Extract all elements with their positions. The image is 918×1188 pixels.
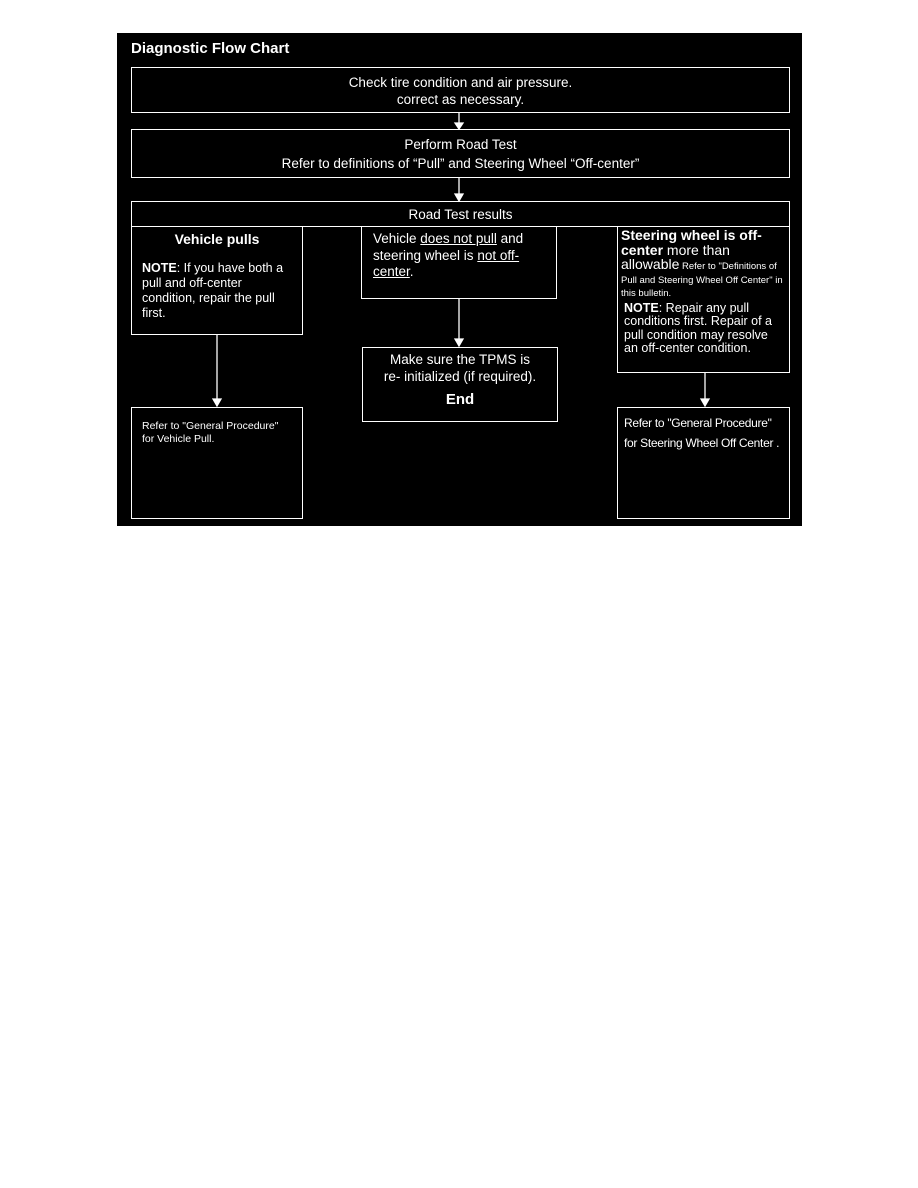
off-center-note-label: NOTE <box>624 300 659 315</box>
vehicle-pulls-note-text: : If you have both a pull and off-center condition, repair the pull first. <box>142 261 284 320</box>
check-tire-line2: correct as necessary. <box>396 92 525 107</box>
tpms-end: End <box>445 391 475 408</box>
arrow-2-head <box>455 194 463 201</box>
road-test-results-label: Road Test results <box>408 207 513 222</box>
vehicle-pull-procedure-line1: Refer to "General Procedure" <box>142 420 279 432</box>
no-pull-text-5: . <box>409 264 414 279</box>
no-pull-text-2: does not pull <box>420 231 497 246</box>
arrow-5-head <box>701 399 709 406</box>
tpms-line2: re- initialized (if required). <box>383 369 537 384</box>
off-center-heading-bold: Steering wheel is off-center <box>621 227 762 258</box>
arrow-1-head <box>455 123 463 129</box>
no-pull-text-1: Vehicle <box>373 231 421 246</box>
road-test-line2: Refer to definitions of “Pull” and Steering Wheel “Off-center” <box>281 156 640 171</box>
no-pull-text-4: not off-center <box>373 247 520 279</box>
arrow-3-head <box>455 339 463 346</box>
tpms-line1: Make sure the TPMS is <box>389 352 531 367</box>
vehicle-pulls-heading: Vehicle pulls <box>174 231 260 247</box>
off-center-procedure-line1: Refer to "General Procedure" <box>624 416 772 430</box>
chart-title: Diagnostic Flow Chart <box>131 40 290 57</box>
off-center-heading-rest: more than allowable <box>621 241 730 272</box>
off-center-note-text: : Repair any pull conditions first. Repair of a pull condition may resolve an off-center condition. <box>624 300 772 355</box>
no-pull-text-3: and steering wheel is <box>373 231 524 263</box>
check-tire-line1: Check tire condition and air pressure. <box>348 75 573 90</box>
vehicle-pull-procedure-line2: for Vehicle Pull. <box>142 433 215 445</box>
road-test-line1: Perform Road Test <box>404 137 517 152</box>
vehicle-pulls-note-label: NOTE <box>142 261 177 275</box>
arrow-4-head <box>213 399 221 406</box>
off-center-procedure-line2: for Steering Wheel Off Center . <box>624 436 780 450</box>
diagnostic-flow-chart <box>117 33 802 526</box>
off-center-small-ref: Refer to "Definitions of Pull and Steering Wheel Off Center" in this bulletin. <box>621 261 783 299</box>
flow-arrows <box>117 33 802 526</box>
